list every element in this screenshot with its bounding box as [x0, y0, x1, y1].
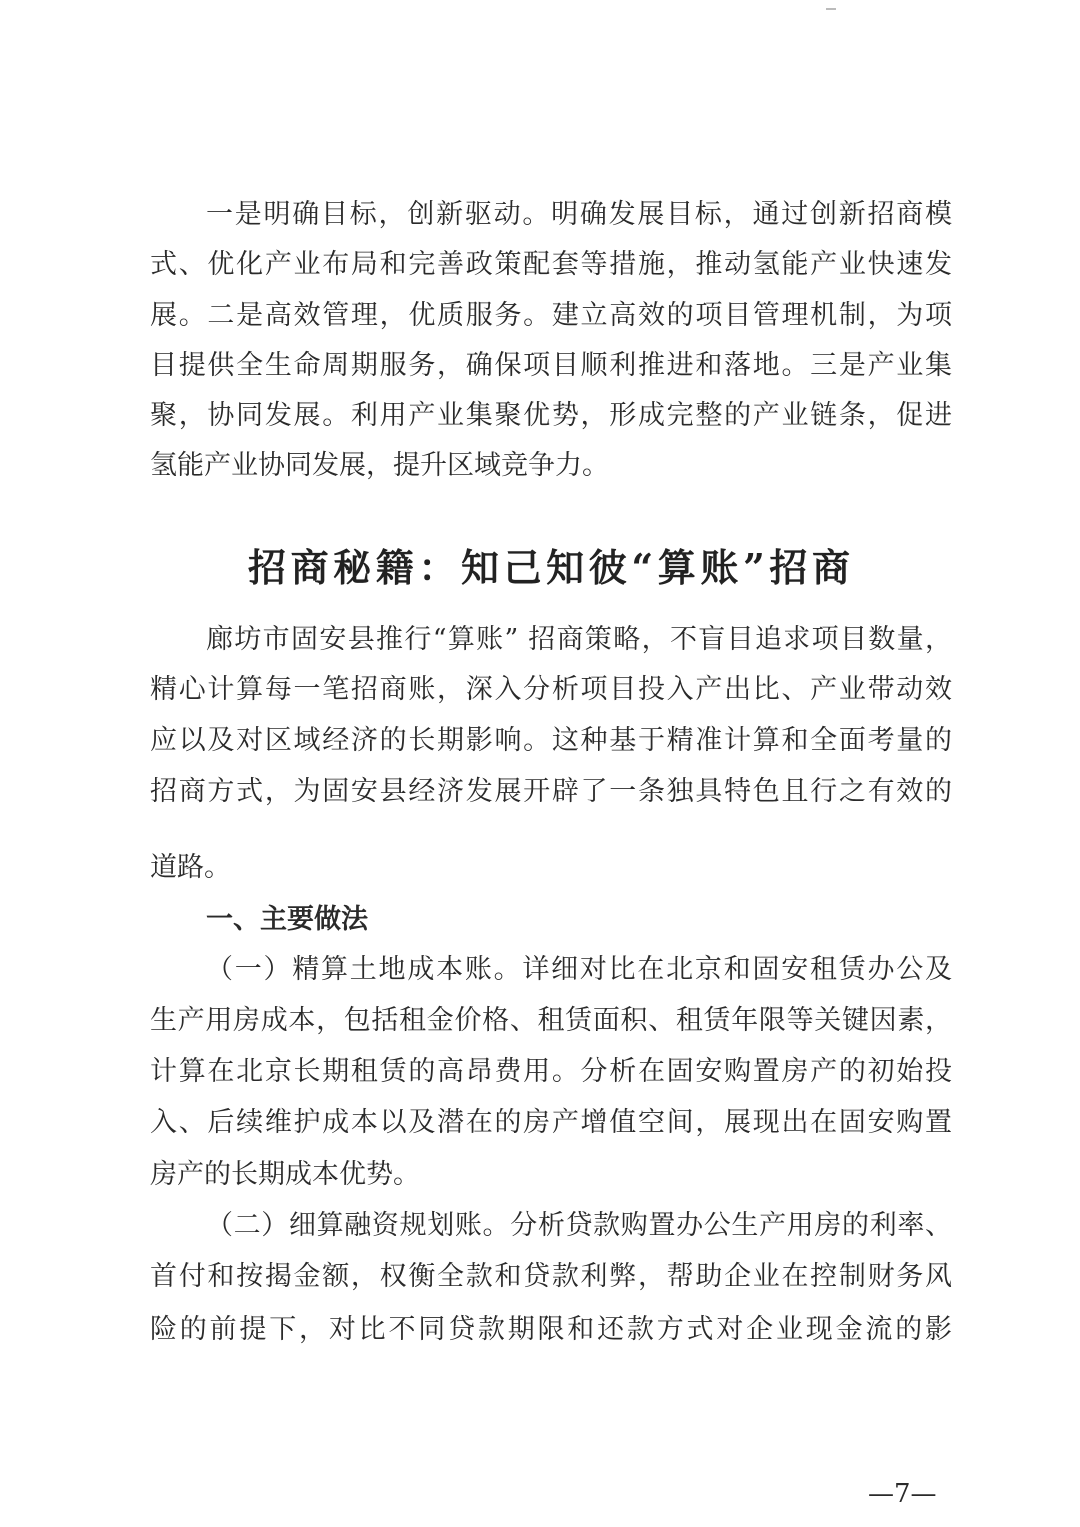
text-line: 聚，协同发展。利用产业集聚优势，形成完整的产业链条，促进	[150, 400, 952, 431]
text-line: 目提供全生命周期服务，确保项目顺利推进和落地。三是产业集	[150, 350, 952, 381]
text-line: 房产的长期成本优势。	[150, 1159, 420, 1190]
text-line: 首付和按揭金额，权衡全款和贷款利弊，帮助企业在控制财务风	[150, 1261, 952, 1292]
text-line: 道路。	[150, 852, 231, 883]
subheading: 一、主要做法	[206, 904, 368, 935]
text-line: 一是明确目标，创新驱动。明确发展目标，通过创新招商模	[206, 199, 952, 230]
text-line: 入、后续维护成本以及潜在的房产增值空间，展现出在固安购置	[150, 1107, 952, 1138]
text-line: 险的前提下，对比不同贷款期限和还款方式对企业现金流的影	[150, 1314, 952, 1345]
text-line: 展。二是高效管理，优质服务。建立高效的项目管理机制，为项	[150, 300, 952, 331]
section-title: 招商秘籍：知己知彼“算账”招商	[248, 545, 850, 590]
text-line: （二）细算融资规划账。分析贷款购置办公生产用房的利率、	[206, 1210, 952, 1241]
text-line: 精心计算每一笔招商账，深入分析项目投入产出比、产业带动效	[150, 674, 952, 705]
scan-mark	[826, 8, 836, 10]
text-line: 应以及对区域经济的长期影响。这种基于精准计算和全面考量的	[150, 725, 952, 756]
page-number: —7—	[868, 1479, 937, 1509]
text-line: 廊坊市固安县推行“算账” 招商策略，不盲目追求项目数量，	[206, 624, 952, 655]
text-line: 招商方式，为固安县经济发展开辟了一条独具特色且行之有效的	[150, 776, 952, 807]
text-line: 式、优化产业布局和完善政策配套等措施，推动氢能产业快速发	[150, 249, 952, 280]
text-line: （一）精算土地成本账。详细对比在北京和固安租赁办公及	[206, 954, 952, 985]
text-line: 计算在北京长期租赁的高昂费用。分析在固安购置房产的初始投	[150, 1056, 952, 1087]
text-line: 氢能产业协同发展，提升区域竞争力。	[150, 450, 609, 481]
text-line: 生产用房成本，包括租金价格、租赁面积、租赁年限等关键因素，	[150, 1005, 952, 1036]
